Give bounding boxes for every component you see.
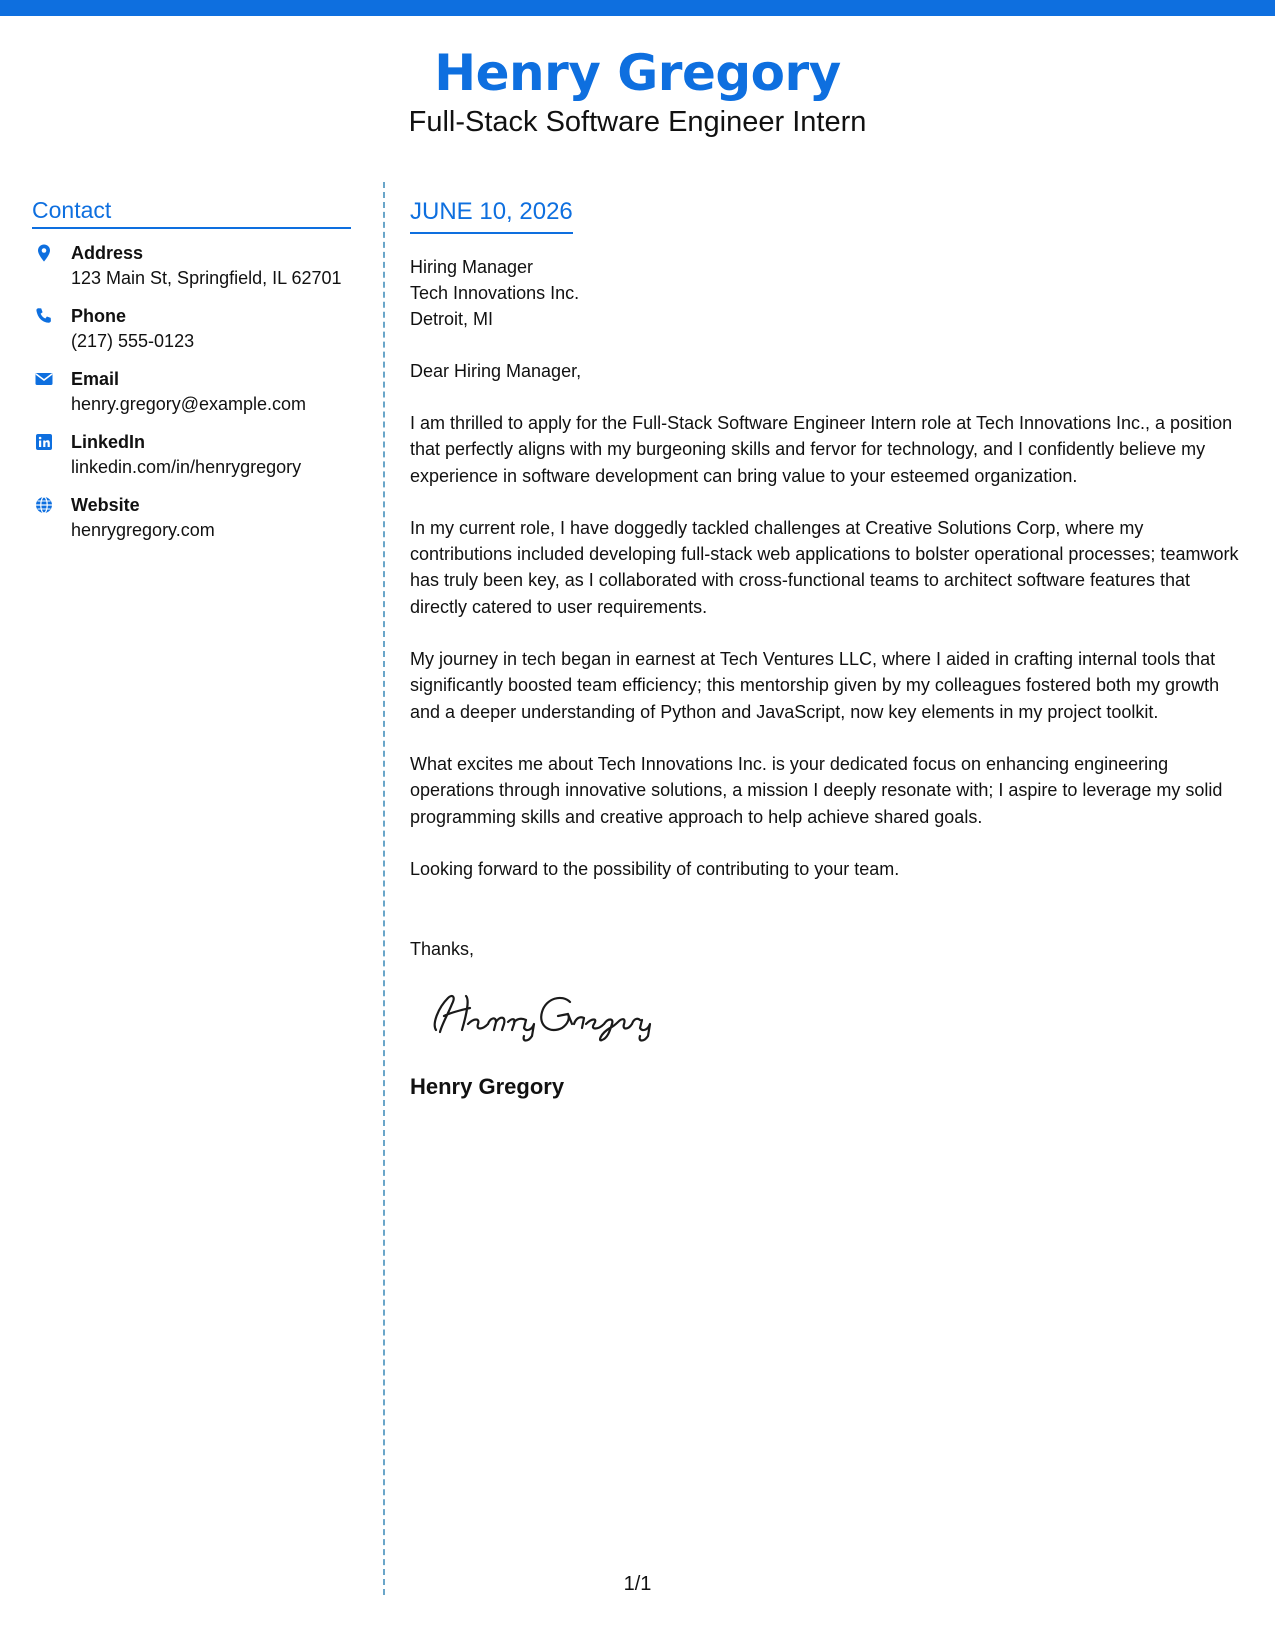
- contact-label: Email: [71, 369, 120, 389]
- top-accent-bar: [0, 0, 1275, 16]
- email-value[interactable]: henry.gregory@example.com: [71, 394, 307, 414]
- paragraph: In my current role, I have doggedly tackled challenges at Creative Solutions Corp, where my contributions included developing full-stack web applications to bolster operational processes; teamwork has truly been key, as I collaborated with cross-functional teams to architect software features that directly catered to user requirements.: [410, 517, 1239, 617]
- map-pin-icon: [34, 243, 54, 263]
- letter-header: [0, 38, 1275, 140]
- contact-sidebar: [32, 196, 351, 556]
- letter-body: [410, 196, 1250, 1101]
- globe-icon: [34, 495, 54, 515]
- recipient-block: [410, 254, 1250, 332]
- recipient-title: Hiring Manager: [410, 257, 534, 277]
- website-value[interactable]: henrygregory.com: [71, 520, 215, 540]
- page-number: 1/1: [623, 1573, 652, 1595]
- paragraph: I am thrilled to apply for the Full-Stack Software Engineer Intern role at Tech Innovations Inc., a position that perfectly aligns with my burgeoning skills and fervor for technology, and I confidently believe my experience in software development can bring value to your esteemed organization.: [410, 413, 1233, 486]
- contact-label: Phone: [71, 306, 127, 326]
- phone-icon: [34, 306, 54, 326]
- contact-heading: Contact: [32, 196, 351, 229]
- address-value: 123 Main St, Springfield, IL 62701: [71, 268, 342, 288]
- contact-label: Website: [71, 495, 140, 515]
- linkedin-icon: [34, 432, 54, 452]
- applicant-role: Full-Stack Software Engineer Intern: [408, 106, 867, 138]
- envelope-icon: [34, 369, 54, 389]
- closing: Thanks,: [410, 939, 475, 960]
- paragraph: My journey in tech began in earnest at Tech Ventures LLC, where I aided in crafting internal tools that significantly boosted team efficiency; this mentorship given by my colleagues fostered both my growth and a deeper understanding of Python and JavaScript, now key elements in my project toolkit.: [410, 649, 1220, 722]
- contact-list: [32, 241, 351, 556]
- recipient-location: Detroit, MI: [410, 309, 494, 329]
- phone-value: (217) 555-0123: [71, 331, 195, 351]
- recipient-company: Tech Innovations Inc.: [410, 283, 580, 303]
- salutation: Dear Hiring Manager,: [410, 361, 582, 381]
- linkedin-value[interactable]: linkedin.com/in/henrygregory: [71, 457, 302, 477]
- letter-date: JUNE 10, 2026: [410, 196, 573, 234]
- contact-label: Address: [71, 243, 144, 263]
- contact-item-website: [32, 493, 351, 556]
- signed-name: Henry Gregory: [410, 1074, 565, 1100]
- contact-item-address: [32, 241, 351, 304]
- handwritten-signature: [422, 984, 662, 1044]
- contact-label: LinkedIn: [71, 432, 146, 452]
- contact-item-phone: [32, 304, 351, 367]
- contact-item-linkedin: [32, 430, 351, 493]
- applicant-name: Henry Gregory: [434, 44, 841, 102]
- paragraph: Looking forward to the possibility of contributing to your team.: [410, 858, 900, 879]
- paragraph: What excites me about Tech Innovations Inc. is your dedicated focus on enhancing engineering operations through innovative solutions, a mission I deeply resonate with; I aspire to leverage my solid programming skills and creative approach to help achieve shared goals.: [410, 753, 1223, 827]
- contact-item-email: [32, 367, 351, 430]
- column-divider: [383, 182, 385, 1595]
